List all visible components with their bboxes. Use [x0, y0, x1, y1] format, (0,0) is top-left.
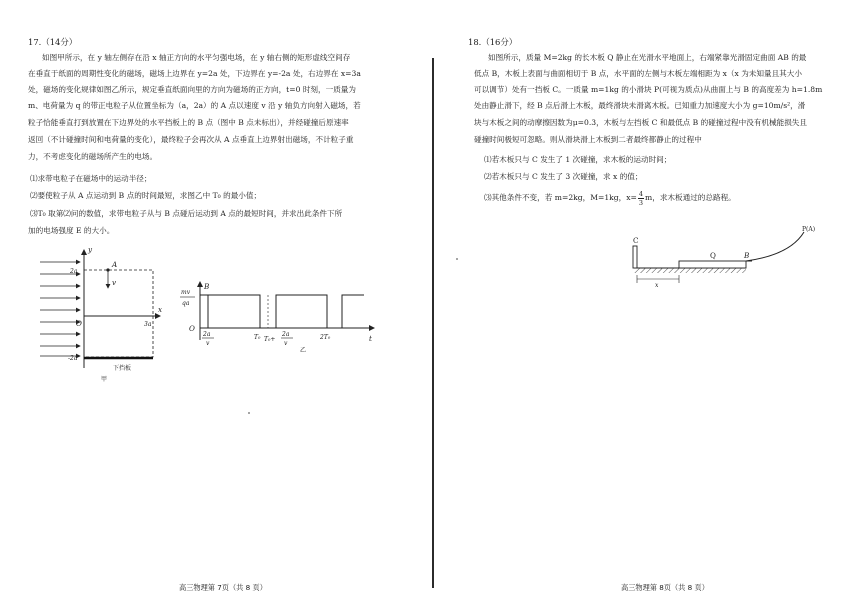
q17-sub3-line1: ⑶T₀ 取第⑵问的数值，求带电粒子从与 B 点碰后运动到 A 点的最短时间，并求出此条件下所: [30, 209, 343, 218]
jia-v-label: v: [112, 278, 117, 287]
jia-3a-label: 3a: [144, 321, 152, 328]
yi-tick1-num: 2a: [203, 331, 211, 338]
q18-sub3-pre: ⑶其他条件不变，若 m=2kg，M=1kg，x=: [484, 193, 637, 203]
fig18-board-q: [679, 261, 746, 268]
fig18-q-label: Q: [710, 251, 716, 260]
yi-tick2: T₀: [254, 334, 261, 341]
left-page-footer: 高三物理第 7页（共 8 页）: [179, 583, 267, 592]
q17-line-5: 粒子恰能垂直打到放置在下边界处的水平挡板上的 B 点（图中 B 点未标出），并经碰撞后原速率: [28, 118, 349, 127]
q18-line-2: 低点 B，木板上表面与曲面相切于 B 点，水平面的左侧与木板左端相距为 x（x 为未知量且其大小: [474, 69, 802, 78]
q17-line-1: 如图甲所示，在 y 轴左侧存在沿 x 轴正方向的水平匀强电场，在 y 轴右侧的矩形虚线空间存: [42, 53, 351, 62]
yi-tick3-num: 2a: [282, 331, 290, 338]
q18-line-6: 碰撞时间极短可忽略。则从滑块滑上木板到二者最终都静止的过程中: [474, 135, 702, 144]
q18-sub3-den: 3: [638, 199, 644, 207]
fig18-b-label: B: [744, 251, 750, 260]
q18-line-1: 如图所示，质量 M=2kg 的长木板 Q 静止在光滑水平地面上，右端紧靠光滑固定曲面 AB 的最: [488, 53, 807, 62]
fig18-x-label: x: [655, 282, 659, 289]
q17-line-7: 力，不考虑变化的磁场所产生的电场。: [28, 152, 158, 161]
fig18-c-label: C: [633, 236, 639, 245]
jia-caption: 甲: [101, 376, 108, 383]
jia-plate-label: 下挡板: [113, 365, 132, 372]
jia-origin-label: O: [76, 319, 82, 328]
yi-caption: 乙: [300, 347, 307, 354]
question-18-header: 18.（16分）: [468, 37, 518, 47]
q18-line-3: 可以调节）处有一挡板 C。一质量 m=1kg 的小滑块 P(可视为质点)从曲面上与 B 的高度差为 h=1.8m: [474, 85, 823, 94]
jia-neg2a-label: -2a: [68, 355, 78, 362]
figure-18: [438, 0, 860, 607]
yi-tick3-pre: T₀+: [264, 336, 276, 343]
q18-sub3-num: 4: [638, 190, 644, 198]
yi-amp-den: qa: [182, 300, 190, 307]
yi-origin-label: O: [189, 324, 195, 333]
jia-2a-label: 2a: [70, 268, 78, 275]
jia-x-label: x: [158, 305, 163, 314]
q18-sub1: ⑴若木板只与 C 发生了 1 次碰撞，求木板的运动时间；: [484, 155, 672, 164]
page-divider: [432, 58, 434, 588]
yi-pulse-train: [200, 295, 364, 328]
question-17-header: 17.（14分）: [28, 37, 78, 47]
q17-sub1: ⑴求带电粒子在磁场中的运动半径；: [30, 174, 152, 183]
yi-t-label: t: [369, 334, 372, 343]
q18-line-5: 块与木板之间的动摩擦因数为μ=0.3，木板与左挡板 C 和最低点 B 的碰撞过程中没有机械能损失且: [474, 118, 807, 127]
scan-speck-2: [456, 258, 458, 260]
q17-sub2: ⑵要使粒子从 A 点运动到 B 点的时间最短，求图乙中 T₀ 的最小值；: [30, 191, 262, 200]
yi-b-label: B: [204, 282, 210, 291]
yi-tick4: 2T₀: [320, 334, 331, 341]
jia-a-label: A: [112, 260, 118, 269]
q18-sub3-post: m，求木板通过的总路程。: [645, 193, 736, 203]
yi-amp-num: mv: [181, 289, 191, 296]
q18-sub2: ⑵若木板只与 C 发生了 3 次碰撞，求 x 的值；: [484, 172, 643, 181]
jia-y-label: y: [88, 245, 93, 254]
q17-line-2: 在垂直于纸面的周期性变化的磁场，磁场上边界在 y=2a 处，下边界在 y=-2a 处，右边界在 x=3a: [28, 69, 361, 78]
yi-tick1-den: v: [206, 340, 210, 347]
right-page-footer: 高三物理第 8页（共 8 页）: [621, 583, 709, 592]
fig18-ground-hatch: [634, 268, 746, 273]
q17-line-4: m、电荷量为 q 的带正电粒子从位置坐标为（a，2a）的 A 点以速度 v 沿 y 轴负方向射入磁场，若: [28, 101, 361, 110]
fig18-wall-c: [633, 246, 637, 268]
fig18-curve-label: P(A): [802, 226, 816, 233]
q18-line-4: 处由静止滑下，经 B 点后滑上木板，最终滑块未滑离木板。已知重力加速度大小为 g=10m/s²，滑: [474, 101, 806, 110]
right-page: [438, 0, 860, 607]
q17-sub3-line2: 加的电场强度 E 的大小。: [28, 226, 115, 235]
fig18-curve-ab: [746, 232, 804, 261]
yi-tick3-den: v: [284, 340, 288, 347]
scan-speck: [248, 412, 250, 414]
q17-line-6: 返回（不计碰撞时间和电荷量的变化），最终粒子会再次从 A 点垂直上边界射出磁场，不计粒子重: [28, 135, 354, 144]
q17-line-3: 处，磁场的变化规律如图乙所示，规定垂直纸面向里的方向为磁场的正方向，t=0 时刻，一质量为: [28, 85, 356, 94]
